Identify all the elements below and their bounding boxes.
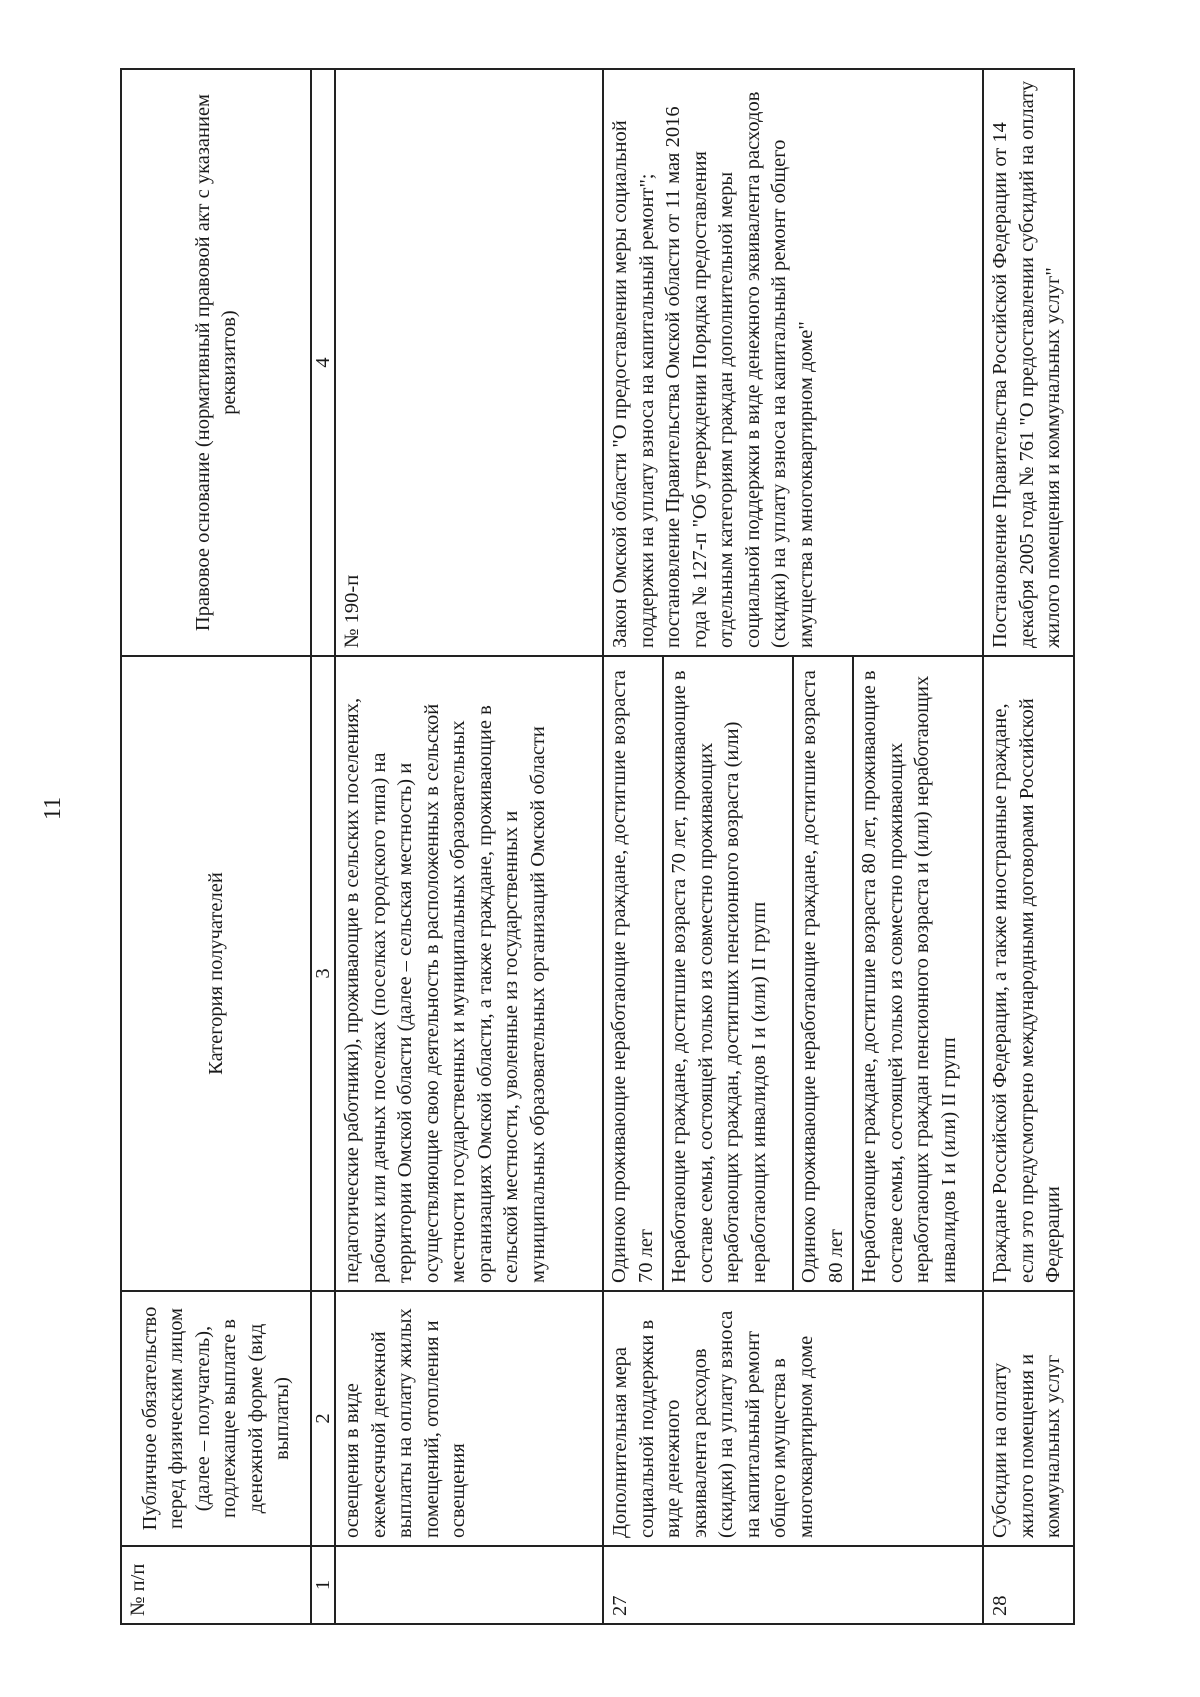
- column-number-2: 2: [311, 1291, 335, 1546]
- row-number: 28: [983, 1546, 1074, 1624]
- column-number-row: [311, 69, 335, 1624]
- recipient-category: Одиноко проживающие неработающие граждане, достигшие возраста 80 лет: [793, 656, 853, 1291]
- column-number-4: 4: [311, 69, 335, 656]
- column-number-1: 1: [311, 1546, 335, 1624]
- header-row: [121, 69, 311, 1624]
- payment-type: Субсидии на оплату жилого помещения и коммунальных услуг: [983, 1291, 1074, 1546]
- table-row: [983, 69, 1074, 1624]
- recipient-category: Одиноко проживающие неработающие граждане, достигшие возраста 70 лет: [603, 656, 663, 1291]
- header-payment-type: Публичное обязательство перед физическим лицом (далее – получатель), подлежащее выплате в денежной форме (вид выплаты): [121, 1291, 311, 1546]
- recipient-category: педагогические работники), проживающие в сельских поселениях, рабочих или дачных поселках (поселках городского типа) на территории Омской области (далее – сельская местность) и осуществляющие свою деятельность в расположенных в сельской местности государственных и муниципальных образовательных организациях Омской области, а также граждане, проживающие в сельской местности, уволенные из государственных и муниципальных образовательных организаций Омской области: [335, 656, 603, 1291]
- recipient-category: Граждане Российской Федерации, а также иностранные граждане, если это предусмотрено международными договорами Российской Федерации: [983, 656, 1074, 1291]
- payment-type: Дополнительная мера социальной поддержки в виде денежного эквивалента расходов (скидки) на уплату взноса на капитальный ремонт общего имущества в многоквартирном доме: [603, 1291, 983, 1546]
- payment-type: освещения в виде ежемесячной денежной выплаты на оплату жилых помещений, отопления и освещения: [335, 1291, 603, 1546]
- header-number: № п/п: [121, 1546, 311, 1624]
- page-number: 11: [40, 796, 66, 820]
- header-legal-basis: Правовое основание (нормативный правовой акт с указанием реквизитов): [121, 69, 311, 656]
- recipient-category: Неработающие граждане, достигшие возраста 70 лет, проживающие в составе семьи, состоящей только из совместно проживающих неработающих граждан, достигших пенсионного возраста (или) неработающих инвалидов I и (или) II групп: [663, 656, 793, 1291]
- row-number: 27: [603, 1546, 983, 1624]
- table-row: [603, 69, 663, 1624]
- legal-basis: Постановление Правительства Российской Федерации от 14 декабря 2005 года № 761 "О предоставлении субсидий на оплату жилого помещения и коммунальных услуг": [983, 69, 1074, 656]
- legal-basis: Закон Омской области "О предоставлении меры социальной поддержки на уплату взноса на капитальный ремонт"; постановление Правительства Омской области от 11 мая 2016 года № 127-п "Об утверждении Порядка предоставления отдельным категориям граждан дополнительной меры социальной поддержки в виде денежного эквивалента расходов (скидки) на уплату взноса на капитальный ремонт общего имущества в многоквартирном доме": [603, 69, 983, 656]
- column-number-3: 3: [311, 656, 335, 1291]
- row-number: [335, 1546, 603, 1624]
- document-sheet: [120, 70, 1075, 1625]
- legal-basis: № 190-п: [335, 69, 603, 656]
- table-row: [335, 69, 603, 1624]
- header-recipient-category: Категория получателей: [121, 656, 311, 1291]
- recipient-category: Неработающие граждане, достигшие возраста 80 лет, проживающие в составе семьи, состоящей только из совместно проживающих неработающих граждан пенсионного возраста и (или) неработающих инвалидов I и (или) II групп: [853, 656, 983, 1291]
- payments-table: [120, 68, 1075, 1625]
